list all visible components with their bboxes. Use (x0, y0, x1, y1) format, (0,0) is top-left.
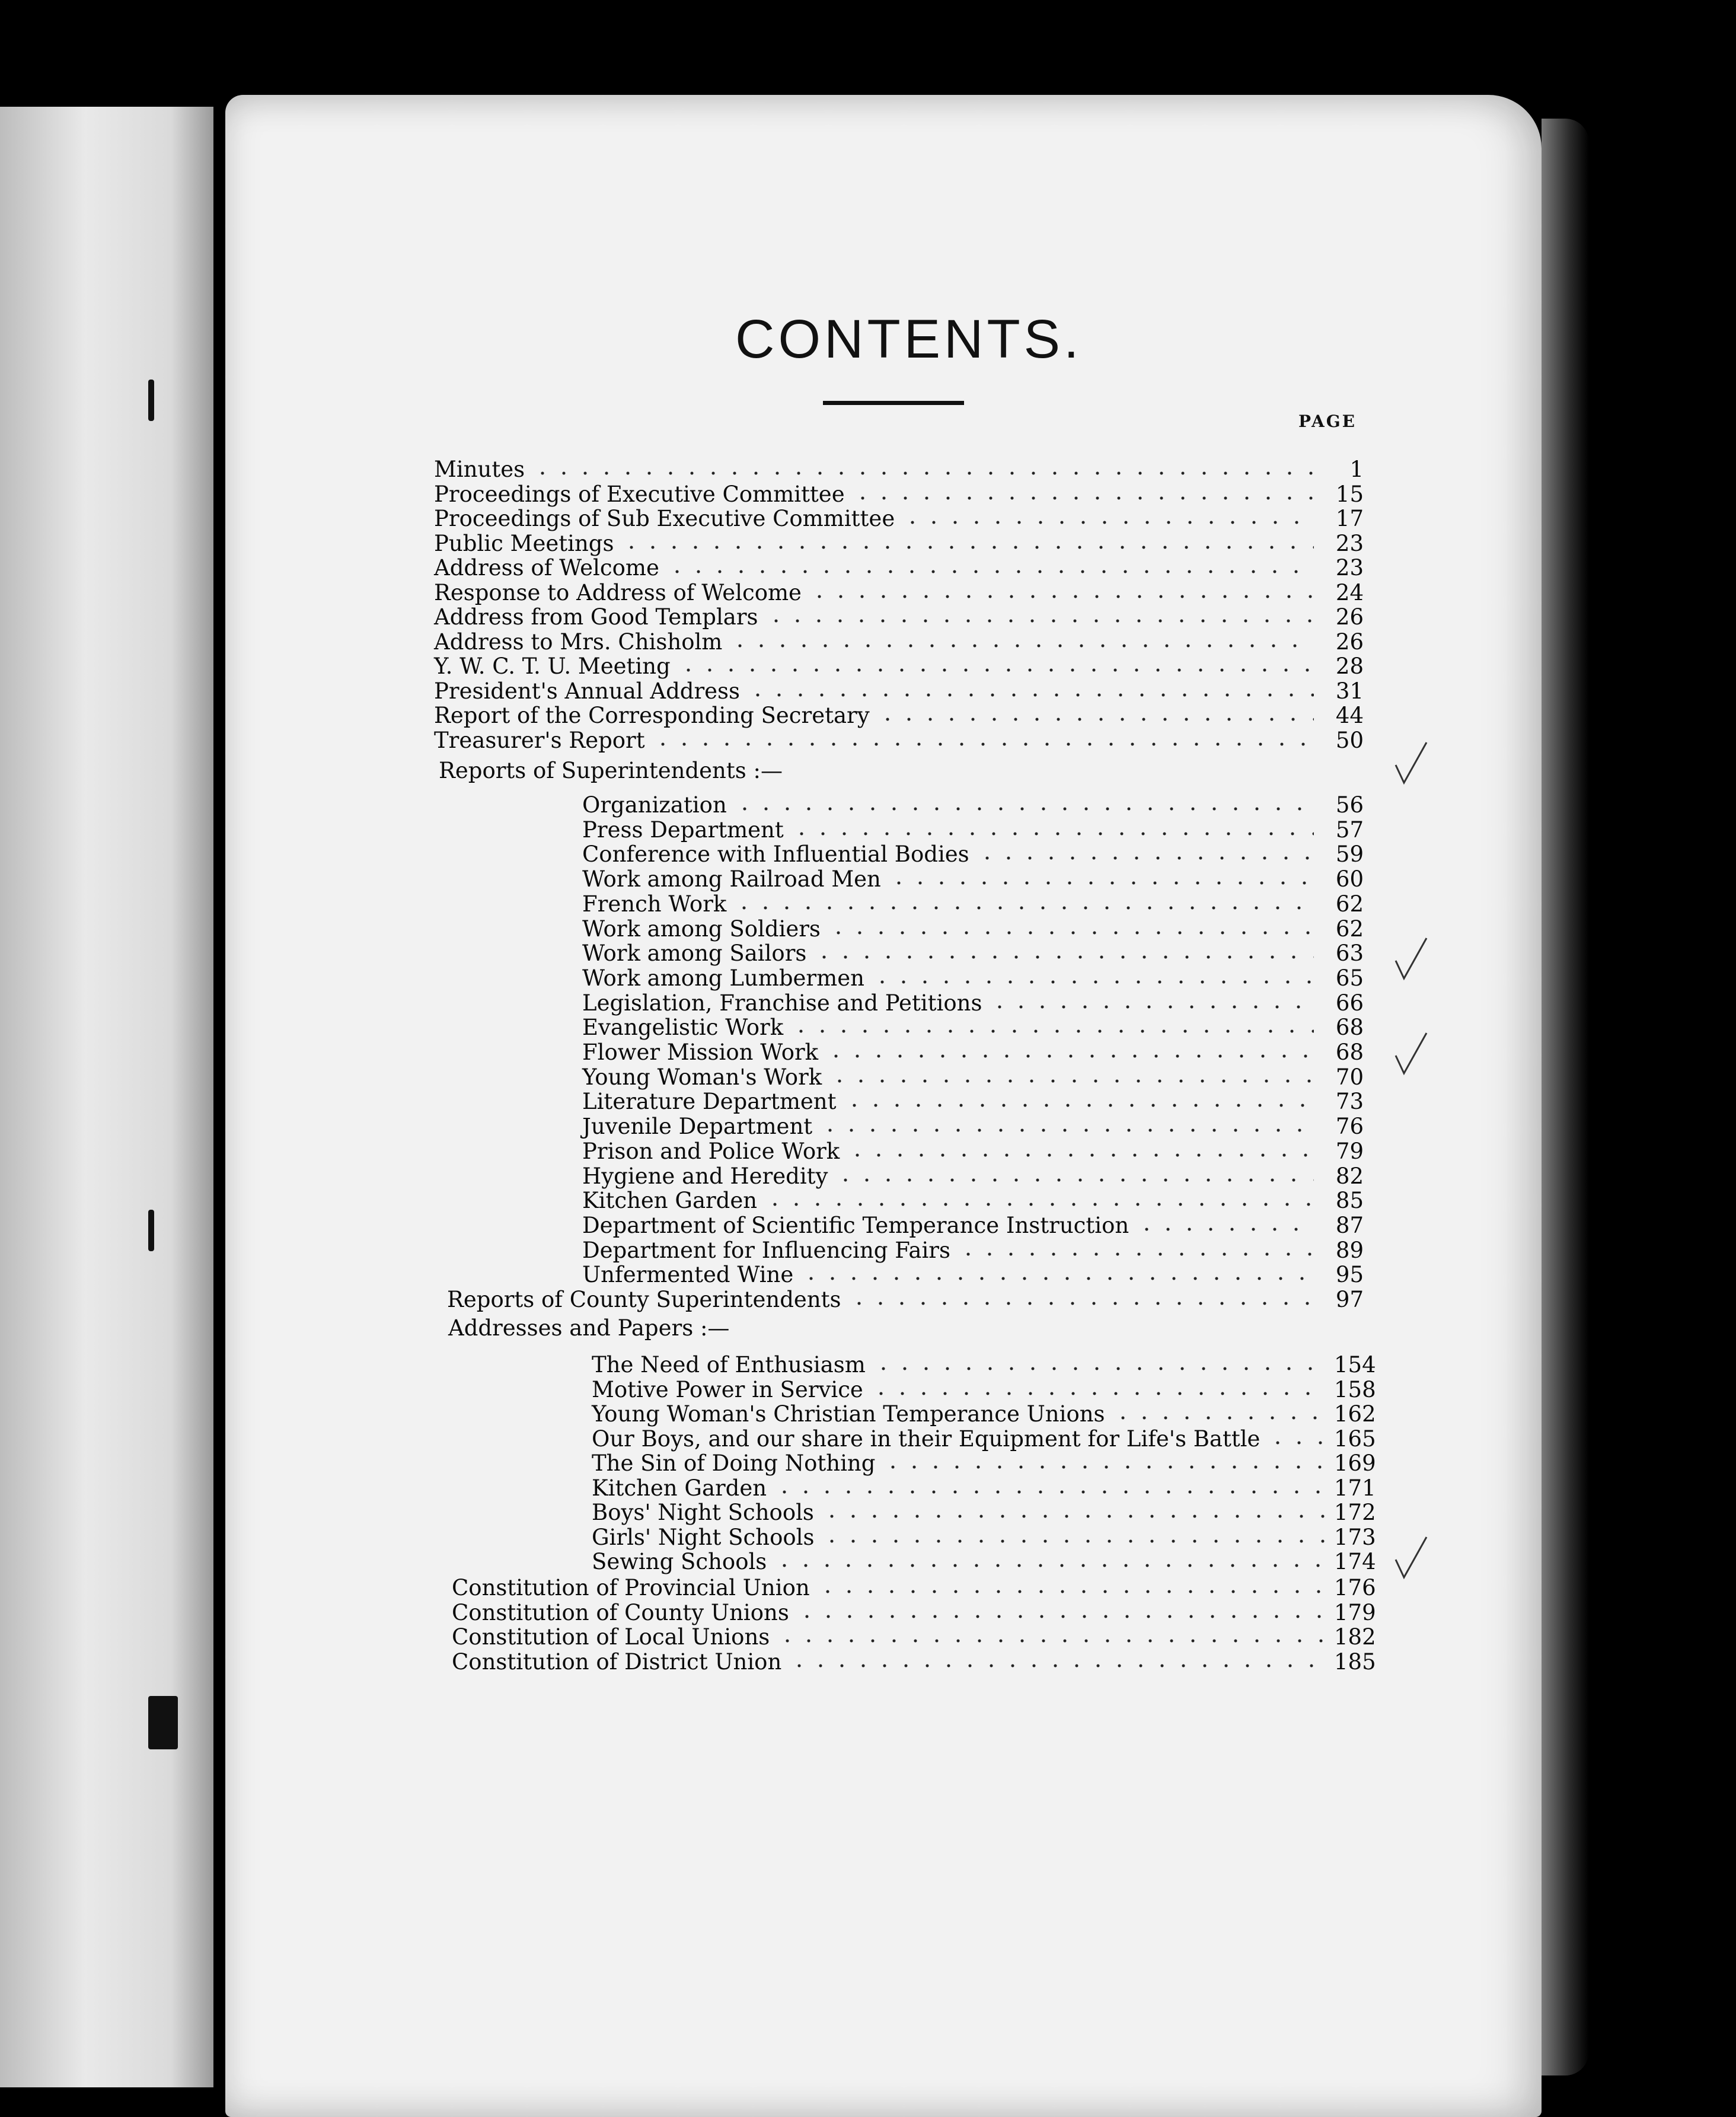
dot-leader (847, 1141, 1314, 1159)
dot-leader (882, 1453, 1326, 1471)
toc-entry-page: 79 (1335, 1138, 1364, 1164)
toc-entry-label: Response to Address of Welcome (434, 579, 802, 605)
toc-entry-page: 179 (1334, 1599, 1376, 1625)
toc-entry-label: Proceedings of Executive Committee (434, 481, 845, 507)
toc-entry-label: The Need of Enthusiasm (592, 1352, 866, 1378)
toc-entry (582, 866, 1364, 891)
toc-entry-label: Sewing Schools (592, 1549, 767, 1574)
dot-leader (621, 533, 1314, 551)
toc-entry (434, 580, 1364, 605)
toc-entry (434, 653, 1364, 678)
toc-entry (582, 817, 1364, 842)
toc-entry-label: The Sin of Doing Nothing (592, 1450, 876, 1476)
toc-entry-page: 56 (1335, 792, 1364, 818)
toc-entry-label: Kitchen Garden (592, 1475, 767, 1501)
toc-entry-page: 62 (1335, 916, 1364, 942)
dot-leader (790, 1017, 1314, 1035)
toc-entry-label: Constitution of County Unions (452, 1599, 789, 1625)
dot-leader (1267, 1429, 1326, 1446)
dot-leader (800, 1264, 1314, 1282)
check-mark-icon (1393, 937, 1429, 984)
toc-entry-label: Proceedings of Sub Executive Committee (434, 506, 895, 531)
toc-entry (434, 531, 1364, 556)
toc-entry-label: Address from Good Templars (434, 604, 758, 630)
dot-leader (835, 1166, 1314, 1184)
toc-entry (582, 891, 1364, 916)
toc-entry (582, 1114, 1364, 1139)
toc-entry-page: 169 (1334, 1450, 1376, 1476)
toc-entry (434, 629, 1364, 654)
toc-entry-label: Unfermented Wine (582, 1262, 794, 1288)
toc-entry-label: Constitution of Local Unions (452, 1624, 770, 1650)
section-heading-superintendents: Reports of Superintendents :— (439, 758, 783, 783)
toc-entry (592, 1500, 1376, 1525)
page-column-label: PAGE (1298, 412, 1357, 431)
toc-entry-label: Work among Sailors (582, 940, 807, 967)
toc-entry-label: Department of Scientific Temperance Instruction (582, 1212, 1129, 1238)
toc-entry-label: Motive Power in Service (592, 1376, 863, 1402)
toc-entry-label: Public Meetings (434, 530, 614, 556)
dot-leader (844, 1091, 1314, 1109)
dot-leader (774, 1478, 1326, 1496)
toc-entry (434, 728, 1364, 753)
toc-entry (452, 1600, 1376, 1625)
toc-entry-label: Department for Influencing Fairs (582, 1237, 950, 1263)
dot-leader (747, 681, 1314, 699)
dot-leader (764, 1190, 1314, 1208)
toc-entry-page: 89 (1335, 1237, 1364, 1263)
toc-entry-page: 174 (1334, 1549, 1376, 1574)
toc-entry-page: 97 (1335, 1287, 1364, 1312)
toc-entry (592, 1426, 1376, 1451)
toc-entry (582, 990, 1364, 1015)
toc-entry-page: 95 (1335, 1262, 1364, 1288)
toc-entry (592, 1475, 1376, 1500)
toc-entry-page: 23 (1335, 530, 1364, 556)
dot-leader (729, 632, 1314, 649)
dot-leader (976, 844, 1314, 862)
toc-entry-label: Y. W. C. T. U. Meeting (434, 653, 671, 679)
toc-entry-page: 154 (1334, 1352, 1376, 1378)
toc-entry (592, 1352, 1376, 1377)
toc-entry-page: 59 (1335, 841, 1364, 868)
toc-entry-label: Minutes (434, 457, 525, 482)
toc-entry (434, 703, 1364, 728)
toc-entry (592, 1401, 1376, 1426)
toc-entry (592, 1377, 1376, 1402)
toc-entry-label: Work among Soldiers (582, 916, 821, 942)
toc-entry (582, 1015, 1364, 1040)
dot-leader (1112, 1404, 1326, 1421)
toc-entry-label: Constitution of District Union (452, 1649, 782, 1675)
dot-leader (791, 820, 1314, 837)
toc-entry (582, 841, 1364, 866)
toc-entry-label: Prison and Police Work (582, 1138, 840, 1164)
dot-leader (652, 730, 1314, 748)
toc-entry-page: 185 (1334, 1649, 1376, 1675)
toc-entry (582, 1040, 1364, 1064)
check-mark-icon (1393, 1032, 1429, 1079)
dot-leader (1136, 1215, 1314, 1233)
dot-leader (777, 1627, 1326, 1644)
dot-leader (902, 508, 1314, 526)
toc-entry-page: 165 (1334, 1426, 1376, 1452)
toc-entry-page: 50 (1335, 727, 1364, 753)
toc-entry-page: 26 (1335, 629, 1364, 655)
page-title: CONTENTS. (735, 309, 1083, 369)
toc-entry-page: 24 (1335, 579, 1364, 605)
toc-entry-page: 65 (1335, 965, 1364, 991)
toc-entry-label: Legislation, Franchise and Petitions (582, 990, 982, 1016)
dot-leader (870, 1379, 1326, 1397)
toc-entry (434, 678, 1364, 703)
toc-entry (452, 1649, 1376, 1674)
toc-entry (582, 1188, 1364, 1213)
toc-entry-page: 28 (1335, 653, 1364, 679)
toc-entry-page: 15 (1335, 481, 1364, 507)
dot-leader (734, 795, 1314, 812)
toc-entry-label: Literature Department (582, 1089, 837, 1115)
toc-entry-label: Young Woman's Christian Temperance Unions (592, 1401, 1105, 1427)
dot-leader (958, 1240, 1314, 1258)
toc-entry-page: 162 (1334, 1401, 1376, 1427)
dot-leader (813, 943, 1314, 961)
toc-entry-page: 1 (1349, 457, 1364, 482)
toc-entry-label: Treasurer's Report (434, 727, 645, 753)
toc-entry-page: 85 (1335, 1188, 1364, 1214)
toc-entry-label: Work among Railroad Men (582, 866, 881, 892)
toc-entry-page: 68 (1335, 1015, 1364, 1041)
check-mark-icon (1393, 1536, 1429, 1583)
toc-entry-label: Juvenile Department (582, 1114, 813, 1140)
toc-entry (582, 1163, 1364, 1188)
toc-entry-label: French Work (582, 891, 727, 917)
dot-leader (829, 1067, 1314, 1085)
toc-entry (582, 1089, 1364, 1114)
toc-entry (434, 555, 1364, 580)
toc-entry-page: 17 (1335, 506, 1364, 531)
toc-entry (582, 965, 1364, 990)
dot-leader (819, 1116, 1314, 1134)
toc-entry-page: 57 (1335, 817, 1364, 843)
toc-entry (592, 1525, 1376, 1550)
toc-entry (582, 940, 1364, 965)
toc-entry-page: 87 (1335, 1212, 1364, 1238)
toc-entry (592, 1549, 1376, 1574)
toc-entry (434, 506, 1364, 531)
toc-entry-label: Conference with Influential Bodies (582, 841, 969, 868)
dot-leader (989, 993, 1314, 1010)
toc-entry-label: Our Boys, and our share in their Equipment for Life's Battle (592, 1426, 1260, 1452)
dot-leader (774, 1551, 1326, 1569)
toc-entry-page: 60 (1335, 866, 1364, 892)
dot-leader (678, 656, 1314, 674)
toc-entry-page: 31 (1335, 678, 1364, 704)
toc-entry-page: 158 (1334, 1376, 1376, 1402)
toc-entry-label: Press Department (582, 817, 784, 843)
dot-leader (666, 557, 1314, 575)
toc-entry-page: 176 (1334, 1575, 1376, 1600)
toc-entry-label: Young Woman's Work (582, 1064, 822, 1090)
dot-leader (821, 1527, 1326, 1545)
toc-entry-label: Address of Welcome (434, 555, 659, 581)
toc-entry (434, 482, 1364, 506)
toc-entry-page: 182 (1334, 1624, 1376, 1650)
toc-entry-label: Reports of County Superintendents (447, 1287, 841, 1312)
dot-leader (873, 1354, 1326, 1372)
toc-entry (582, 1064, 1364, 1089)
dot-leader (852, 484, 1314, 502)
toc-entry-label: Address to Mrs. Chisholm (434, 629, 723, 655)
toc-entry-label: Hygiene and Heredity (582, 1163, 828, 1189)
toc-entry-page: 70 (1335, 1064, 1364, 1090)
dot-leader (848, 1289, 1314, 1307)
toc-entry-page: 173 (1334, 1524, 1376, 1550)
dot-leader (817, 1577, 1326, 1595)
toc-entry-page: 66 (1335, 990, 1364, 1016)
toc-entry (582, 916, 1364, 941)
dot-leader (733, 894, 1314, 911)
dot-leader (809, 582, 1314, 600)
toc-entry (582, 792, 1364, 817)
toc-entry (434, 457, 1364, 482)
dot-leader (877, 705, 1314, 723)
toc-entry (434, 604, 1364, 629)
dot-leader (872, 968, 1314, 986)
toc-entry (452, 1575, 1376, 1600)
dot-leader (796, 1602, 1326, 1620)
dot-leader (765, 607, 1314, 624)
dot-leader (532, 459, 1314, 477)
toc-entry-page: 73 (1335, 1089, 1364, 1115)
toc-entry (452, 1624, 1376, 1649)
toc-entry-county (447, 1287, 1364, 1312)
toc-entry-page: 68 (1335, 1040, 1364, 1065)
toc-entry-page: 62 (1335, 891, 1364, 917)
toc-entry-page: 76 (1335, 1114, 1364, 1140)
dot-leader (888, 869, 1314, 887)
toc-entry-page: 44 (1335, 703, 1364, 728)
toc-entry (582, 1238, 1364, 1262)
toc-entry-page: 23 (1335, 555, 1364, 581)
section-heading-addresses: Addresses and Papers :— (448, 1315, 730, 1341)
dot-leader (828, 919, 1314, 936)
toc-entry-label: President's Annual Address (434, 678, 741, 704)
dot-leader (821, 1502, 1326, 1520)
toc-entry-label: Kitchen Garden (582, 1188, 758, 1214)
toc-entry-label: Report of the Corresponding Secretary (434, 703, 870, 728)
toc-entry-label: Evangelistic Work (582, 1015, 784, 1041)
toc-entry-page: 171 (1334, 1475, 1376, 1501)
toc-entry (582, 1139, 1364, 1163)
toc-entry (582, 1262, 1364, 1287)
dot-leader (789, 1651, 1326, 1669)
toc-entry-label: Girls' Night Schools (592, 1524, 815, 1550)
toc-entry-page: 82 (1335, 1163, 1364, 1189)
dot-leader (825, 1042, 1314, 1060)
toc-entry-label: Organization (582, 792, 727, 818)
check-mark-icon (1393, 741, 1429, 789)
toc-entry (582, 1213, 1364, 1238)
toc-entry-page: 172 (1334, 1500, 1376, 1525)
toc-entry-label: Flower Mission Work (582, 1040, 819, 1065)
toc-entry-page: 26 (1335, 604, 1364, 630)
toc-entry (592, 1450, 1376, 1475)
toc-entry-label: Work among Lumbermen (582, 965, 864, 991)
toc-entry-label: Constitution of Provincial Union (452, 1575, 810, 1600)
toc-entry-label: Boys' Night Schools (592, 1500, 814, 1525)
toc-entry-page: 63 (1335, 940, 1364, 967)
